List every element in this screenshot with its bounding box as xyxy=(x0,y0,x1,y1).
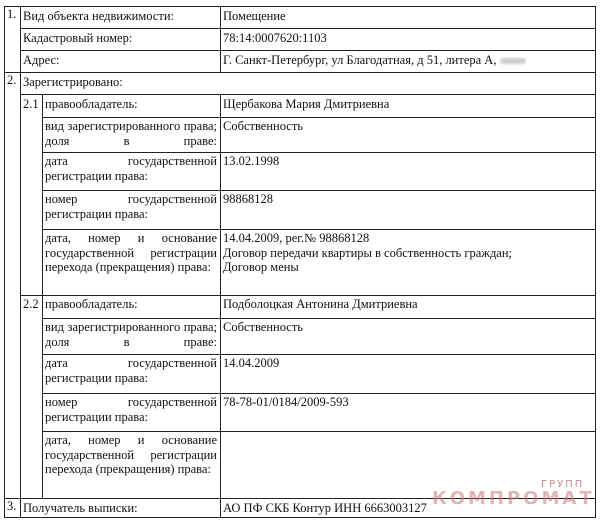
reg-date-value: 14.04.2009 xyxy=(223,356,280,370)
owner-number: 2.1 xyxy=(23,97,39,111)
reg-number-value: 78-78-01/0184/2009-593 xyxy=(223,395,349,409)
owner-number: 2.2 xyxy=(23,297,39,311)
grid-line xyxy=(4,517,596,518)
reg-number-label: номер государственной регистрации права: xyxy=(45,395,217,424)
recipient-value: АО ПФ СКБ Контур ИНН 6663003127 xyxy=(223,501,427,515)
reg-number-value: 98868128 xyxy=(223,192,273,206)
watermark-main: КОМПРОМАТ xyxy=(432,488,595,509)
grid-line xyxy=(220,6,221,72)
grid-line xyxy=(220,94,221,518)
reg-date-value: 13.02.1998 xyxy=(223,154,280,168)
holder-value: Щербакова Мария Дмитриевна xyxy=(223,97,390,111)
transfer-basis-label: дата, номер и основание государственной регистрации перехода (прекращения) права: xyxy=(45,231,217,274)
transfer-basis-value: 14.04.2009, рег.№ 98868128 Договор передачи квартиры в собственность граждан; Договор мены xyxy=(223,231,513,274)
grid-line xyxy=(42,393,596,394)
reg-date-label: дата государственной регистрации права: xyxy=(45,154,217,183)
grid-line xyxy=(4,72,596,73)
grid-line xyxy=(42,190,596,191)
address-label: Адрес: xyxy=(23,53,60,67)
grid-line xyxy=(20,295,596,296)
cadastral-label: Кадастровый номер: xyxy=(23,31,133,45)
address-value: Г. Санкт-Петербург, ул Благодатная, д 51, литера А, xyxy=(223,53,497,67)
grid-line xyxy=(42,354,596,355)
cadastral-value: 78:14:0007620:1103 xyxy=(223,31,327,45)
extract-table xyxy=(4,6,596,518)
recipient-label: Получатель выписки: xyxy=(23,501,138,515)
row-number-3: 3. xyxy=(7,499,17,513)
right-type-label: вид зарегистрированного права; доля в праве: xyxy=(45,119,217,148)
object-type-value: Помещение xyxy=(223,9,286,23)
redaction-mark xyxy=(500,58,526,64)
right-type-value: Собственность xyxy=(223,119,303,133)
row-number-2: 2. xyxy=(7,73,17,87)
grid-line xyxy=(595,6,596,518)
grid-line xyxy=(20,6,21,518)
grid-line xyxy=(42,431,596,432)
holder-value: Подболоцкая Антонина Дмитриевна xyxy=(223,297,418,311)
transfer-basis-label: дата, номер и основание государственной регистрации перехода (прекращения) права: xyxy=(45,433,217,476)
grid-line xyxy=(42,229,596,230)
address-cell xyxy=(220,52,596,72)
reg-date-label: дата государственной регистрации права: xyxy=(45,356,217,385)
grid-line xyxy=(4,6,596,7)
grid-line xyxy=(42,318,596,319)
grid-line xyxy=(20,28,596,29)
grid-line xyxy=(42,94,43,498)
row-number-1: 1. xyxy=(7,7,17,21)
grid-line xyxy=(42,117,596,118)
grid-line xyxy=(20,94,596,95)
holder-label: правообладатель: xyxy=(45,297,138,311)
registered-label: Зарегистрировано: xyxy=(23,75,123,89)
holder-label: правообладатель: xyxy=(45,97,138,111)
watermark-top: ГРУПП xyxy=(541,479,585,490)
reg-number-label: номер государственной регистрации права: xyxy=(45,192,217,221)
grid-line xyxy=(42,152,596,153)
right-type-value: Собственность xyxy=(223,320,303,334)
right-type-label: вид зарегистрированного права; доля в праве: xyxy=(45,320,217,349)
grid-line xyxy=(20,50,596,51)
object-type-label: Вид объекта недвижимости: xyxy=(23,9,175,23)
grid-line xyxy=(4,6,5,518)
